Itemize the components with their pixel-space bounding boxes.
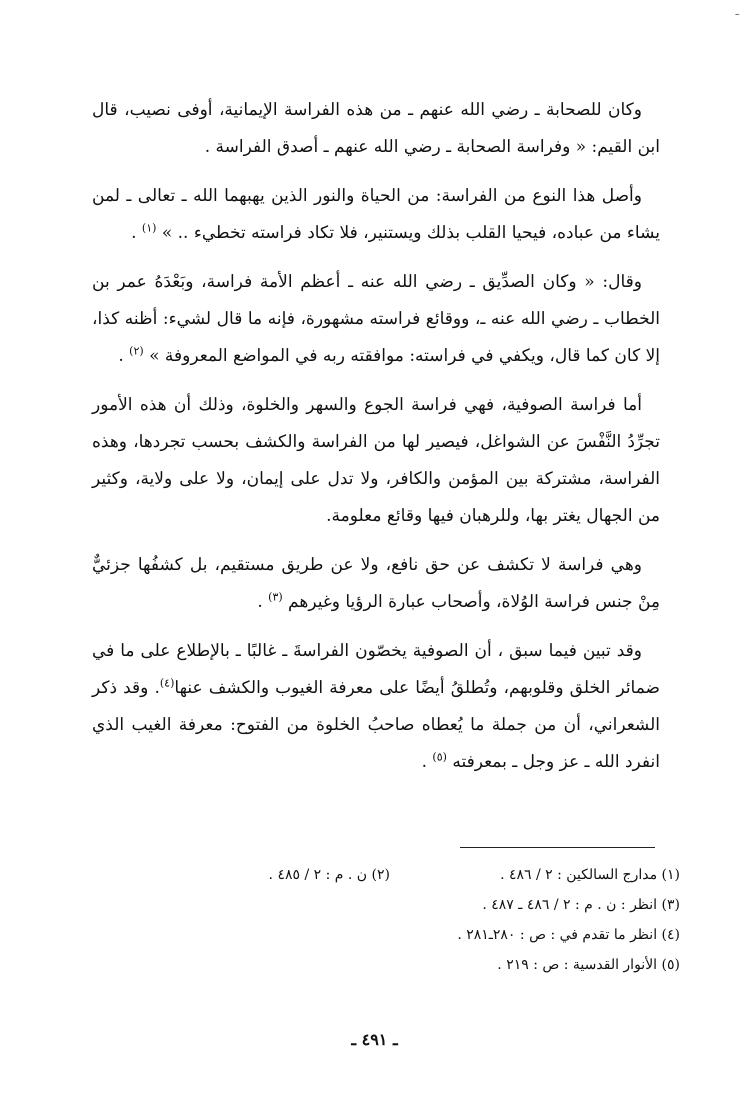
paragraph (92, 178, 660, 252)
paragraph-text: . وقد ذكر الشعراني، أن من جملة ما يُعطاه صاحبُ الخلوة من الفتوح: معرفة الغيب الذي انفرد الله ـ عز وجل ـ بمعرفته (92, 678, 660, 772)
footnote-divider (460, 847, 655, 848)
paragraph (92, 547, 660, 621)
paragraph-text: وكان للصحابة ـ رضي الله عنهم ـ من هذه الفراسة الإيمانية، أوفى نصيب، قال ابن القيم: « وفراسة الصحابة ـ رضي الله عنهم ـ أصدق الفراسة . (92, 100, 660, 157)
body-text (92, 92, 660, 793)
paragraph-text: . (131, 223, 142, 243)
footnote-reference: (٤) (159, 676, 175, 690)
page-number: ـ ٤٩١ ـ (351, 1030, 398, 1049)
footnote-row (150, 860, 680, 890)
footnote-reference: (٥) (432, 750, 447, 764)
paragraph-text: . (421, 752, 433, 772)
footnote-2: (٢) ن . م : ٢ / ٤٨٥ . (268, 867, 390, 883)
footnote-1: (١) مدارج السالكين : ٢ / ٤٨٦ . (500, 867, 680, 883)
paragraph-text: . (257, 592, 269, 612)
paragraph-text: وقال: « وكان الصدِّيق ـ رضي الله عنه ـ أعظم الأمة فراسة، وبَعْدَهُ عمر بن الخطاب ـ رضي الله عنه ـ، ووقائع فراسته مشهورة، فإنه ما قال لشيء: أظنه كذا، إلا كان كما قال، ويكفي في فراسته: موافقته ربه في المواضع المعروفة » (92, 272, 660, 366)
footnote-reference: (٣) (268, 590, 283, 604)
paragraph (92, 92, 660, 166)
footnote-3: (٣) انظر : ن . م : ٢ / ٤٨٦ ـ ٤٨٧ . (482, 897, 680, 913)
footnote-5: (٥) الأنوار القدسية : ص : ٢١٩ . (497, 957, 680, 973)
footnote-4: (٤) انظر ما تقدم في : ص : ٢٨٠ـ٢٨١ . (457, 927, 680, 943)
paragraph (92, 264, 660, 375)
paragraph-text: أما فراسة الصوفية، فهي فراسة الجوع والسهر والخلوة، وذلك أن هذه الأمور تجرِّدُ النَّفْسَ عن الشواغل، فيصير لها من الفراسة والكشف بحسب تجردها، وهذه الفراسة، مشتركة بين المؤمن والكافر، ولا تدل على إيمان، ولا على ولاية، وكثير من الجهال يغتر بها، وللرهبان فيها وقائع معلومة. (92, 395, 660, 526)
corner-mark: ـ (735, 4, 739, 18)
footnote-reference: (١) (141, 221, 157, 235)
footnote-reference: (٢) (129, 344, 144, 358)
paragraph (92, 387, 660, 535)
paragraph-text: . (118, 346, 130, 366)
paragraph-text: وأصل هذا النوع من الفراسة: من الحياة والنور الذين يهبهما الله ـ تعالى ـ لمن يشاء من عباده، فيحيا القلب بذلك ويستنير، فلا تكاد فراسته تخطيء .. » (92, 186, 660, 243)
paragraph-text: وهي فراسة لا تكشف عن حق نافع، ولا عن طريق مستقيم، بل كشفُها جزئيٌّ مِنْ جنس فراسة الوُلاة، وأصحاب عبارة الرؤيا وغيرهم (92, 555, 660, 612)
paragraph-text: وقد تبين فيما سبق ، أن الصوفية يخصّون الفراسةَ ـ غالبًا ـ بالإطلاع على ما في ضمائر الخلق وقلوبهم، وتُطلقُ أيضًا على معرفة الغيوب والكشف عنها (92, 641, 660, 698)
paragraph (92, 633, 660, 781)
footnotes (150, 860, 680, 980)
